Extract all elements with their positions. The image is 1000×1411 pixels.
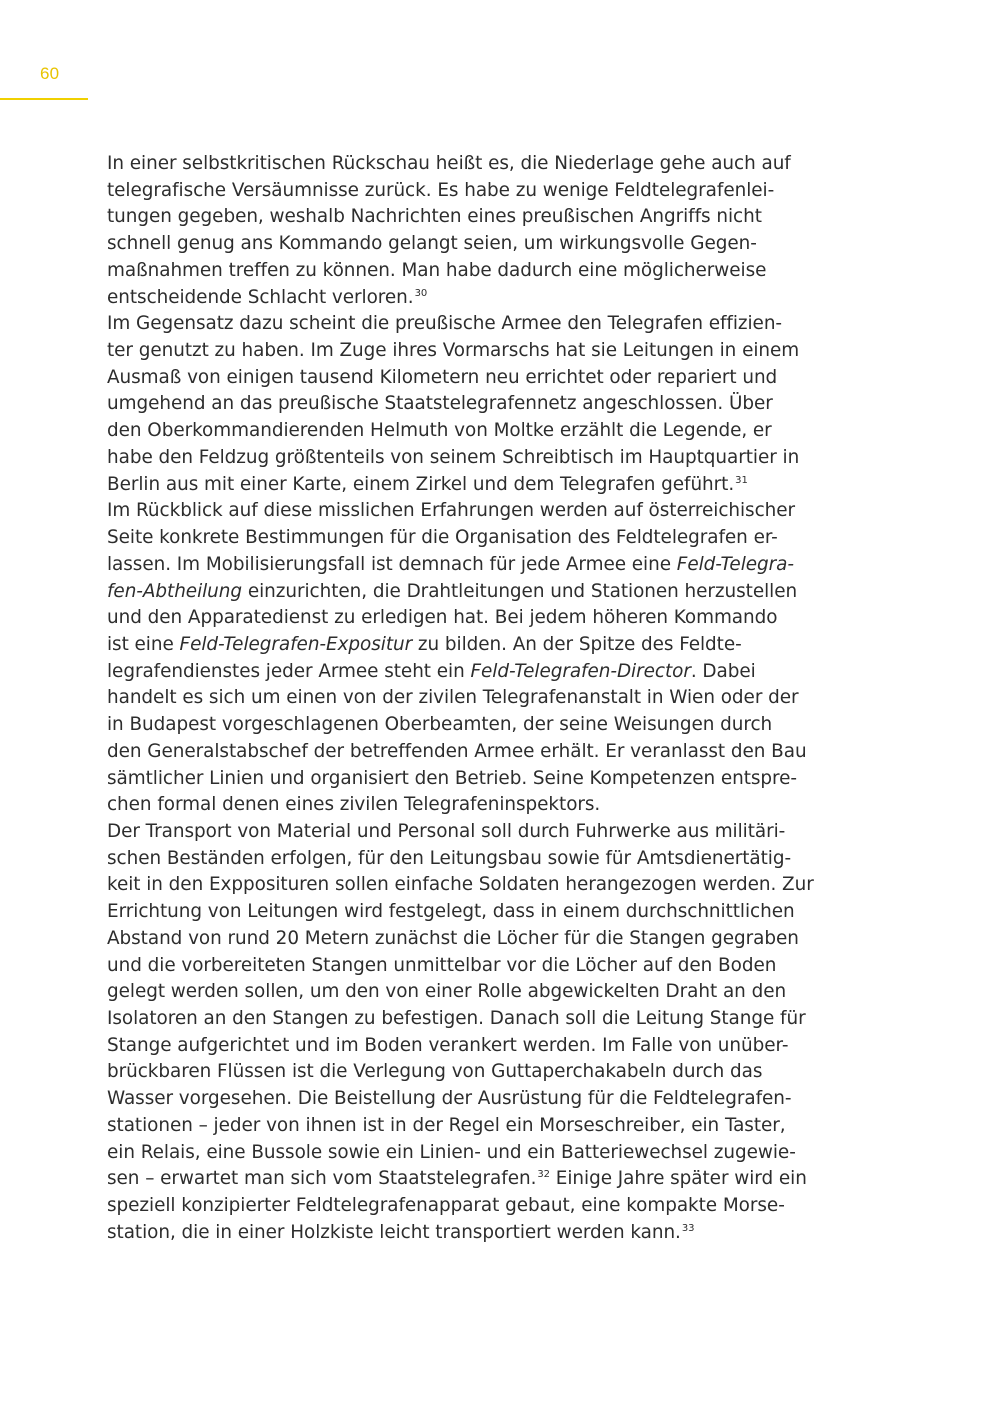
text-segment: . Dabei xyxy=(690,660,756,682)
header-rule xyxy=(0,98,88,100)
text-segment: handelt es sich um einen von der zivilen Telegrafenanstalt in Wien oder der xyxy=(107,687,799,709)
text-line xyxy=(107,418,772,445)
text-segment: den Generalstabschef der betreffenden Armee erhält. Er veranlasst den Bau xyxy=(107,740,807,762)
text-line xyxy=(107,712,773,739)
text-line xyxy=(107,979,787,1006)
text-segment: Seite konkrete Bestimmungen für die Organisation des Feldtelegrafen er- xyxy=(107,527,778,549)
text-line xyxy=(107,1166,807,1193)
footnote-marker: 31 xyxy=(735,474,748,486)
text-segment: in Budapest vorgeschlagenen Oberbeamten, der seine Weisungen durch xyxy=(107,714,773,736)
text-line xyxy=(107,953,777,980)
text-segment: schnell genug ans Kommando gelangt seien, um wirkungsvolle Gegen- xyxy=(107,233,757,255)
text-segment: sen – erwartet man sich vom Staatstelegrafen. xyxy=(107,1168,537,1190)
page-number: 60 xyxy=(40,64,60,83)
text-segment: ist eine xyxy=(107,633,180,655)
text-segment: Isolatoren an den Stangen zu befestigen. Danach soll die Leitung Stange für xyxy=(107,1008,806,1029)
text-segment: Einige Jahre später wird ein xyxy=(550,1168,807,1190)
text-line xyxy=(107,1059,767,1086)
text-segment: Im Rückblick auf diese misslichen Erfahrungen werden auf österreichischer xyxy=(107,500,796,522)
text-segment: station, die in einer Holzkiste leicht transportiert werden kann. xyxy=(107,1221,681,1243)
footnote-marker: 30 xyxy=(414,287,428,299)
text-segment: gelegt werden sollen, um den von einer Rolle abgewickelten Draht an den xyxy=(107,981,787,1003)
text-line xyxy=(107,846,792,873)
text-line xyxy=(107,1033,789,1060)
text-segment: Abstand von rund 20 Metern zunächst die Löcher für die Stangen gegraben xyxy=(107,927,799,949)
text-segment: telegrafische Versäumnisse zurück. Es habe zu wenige Feldtelegrafenlei- xyxy=(107,179,775,201)
text-segment: Wasser vorgesehen. Die Beistellung der Ausrüstung für die Feldtelegrafen- xyxy=(107,1088,792,1110)
text-line xyxy=(107,1086,792,1113)
text-line xyxy=(107,579,798,606)
text-line xyxy=(107,766,798,793)
footnote-marker: 32 xyxy=(537,1169,550,1181)
text-segment: Der Transport von Material und Personal soll durch Fuhrwerke aus militäri- xyxy=(107,820,786,842)
text-segment: speziell konzipierter Feldtelegrafenapparat gebaut, eine kompakte Morse- xyxy=(107,1195,785,1217)
text-segment: umgehend an das preußische Staatstelegrafennetz angeschlossen. Über xyxy=(107,393,773,415)
text-segment: ter genutzt zu haben. Im Zuge ihres Vormarschs hat sie Leitungen in einem xyxy=(107,340,800,362)
text-line xyxy=(107,258,767,285)
text-line xyxy=(107,685,799,712)
text-line xyxy=(107,552,794,579)
text-line xyxy=(107,1113,786,1140)
text-segment: lassen. Im Mobilisierungsfall ist demnach für jede Armee eine xyxy=(107,553,677,575)
text-line xyxy=(107,525,778,552)
italic-term: Feld-Telegra- xyxy=(676,553,794,575)
text-segment: tungen gegeben, weshalb Nachrichten eines preußischen Angriffs nicht xyxy=(107,206,762,228)
italic-term: Feld-Telegrafen-Director xyxy=(470,660,691,682)
text-line xyxy=(107,926,799,953)
text-line xyxy=(107,391,773,418)
text-segment: legrafendienstes jeder Armee steht ein xyxy=(107,660,471,682)
text-line xyxy=(107,472,767,499)
text-line xyxy=(107,792,767,819)
text-line xyxy=(107,231,767,258)
text-segment: keit in den Expposituren sollen einfache Soldaten herangezogen werden. Zur xyxy=(107,874,814,896)
body-text xyxy=(107,151,814,1246)
text-segment: Im Gegensatz dazu scheint die preußische Armee den Telegrafen effizien- xyxy=(107,313,783,335)
text-line xyxy=(107,311,783,338)
text-line xyxy=(107,605,778,632)
text-segment: den Oberkommandierenden Helmuth von Moltke erzählt die Legende, er xyxy=(107,420,772,442)
text-line xyxy=(107,365,778,392)
text-line xyxy=(107,498,796,525)
text-line xyxy=(107,285,767,312)
text-segment: habe den Feldzug größtenteils von seinem Schreibtisch im Hauptquartier in xyxy=(107,446,800,468)
text-line xyxy=(107,338,800,365)
text-line xyxy=(107,739,807,766)
text-segment: entscheidende Schlacht verloren. xyxy=(107,286,414,308)
text-line xyxy=(107,1006,806,1033)
text-line xyxy=(107,899,795,926)
text-line xyxy=(107,1140,796,1167)
text-segment: sämtlicher Linien und organisiert den Betrieb. Seine Kompetenzen entspre- xyxy=(107,767,798,789)
text-segment: Errichtung von Leitungen wird festgelegt, dass in einem durchschnittlichen xyxy=(107,901,795,923)
text-segment: und die vorbereiteten Stangen unmittelbar vor die Löcher auf den Boden xyxy=(107,954,777,976)
text-segment: brückbaren Flüssen ist die Verlegung von Guttaperchakabeln durch das xyxy=(107,1061,763,1083)
text-line xyxy=(107,632,767,659)
text-segment: einzurichten, die Drahtleitungen und Stationen herzustellen xyxy=(242,580,798,602)
text-line xyxy=(107,1220,767,1247)
text-segment: ein Relais, eine Bussole sowie ein Linien- und ein Batteriewechsel zugewie- xyxy=(107,1141,796,1163)
text-segment: und den Apparatedienst zu erledigen hat. Bei jedem höheren Kommando xyxy=(107,607,778,629)
text-segment: schen Beständen erfolgen, für den Leitungsbau sowie für Amtsdienertätig- xyxy=(107,847,792,869)
text-segment: chen formal denen eines zivilen Telegrafeninspektors. xyxy=(107,794,601,816)
text-segment: maßnahmen treffen zu können. Man habe dadurch eine möglicherweise xyxy=(107,259,767,281)
text-line xyxy=(107,872,814,899)
text-segment: Berlin aus mit einer Karte, einem Zirkel und dem Telegrafen geführt. xyxy=(107,473,735,495)
text-segment: stationen – jeder von ihnen ist in der Regel ein Morseschreiber, ein Taster, xyxy=(107,1114,786,1136)
text-segment: In einer selbstkritischen Rückschau heißt es, die Niederlage gehe auch auf xyxy=(107,153,791,174)
text-line xyxy=(107,819,786,846)
italic-term: fen-Abtheilung xyxy=(107,580,243,602)
italic-term: Feld-Telegrafen-Expositur xyxy=(179,633,413,655)
text-line xyxy=(107,151,791,178)
text-segment: Ausmaß von einigen tausend Kilometern neu errichtet oder repariert und xyxy=(107,366,778,388)
footnote-marker: 33 xyxy=(681,1222,695,1234)
text-line xyxy=(107,659,767,686)
text-segment: Stange aufgerichtet und im Boden verankert werden. Im Falle von unüber- xyxy=(107,1034,789,1056)
text-line xyxy=(107,445,800,472)
text-line xyxy=(107,178,775,205)
text-line xyxy=(107,1193,785,1220)
text-segment: zu bilden. An der Spitze des Feldte- xyxy=(412,633,742,655)
text-line xyxy=(107,204,767,231)
